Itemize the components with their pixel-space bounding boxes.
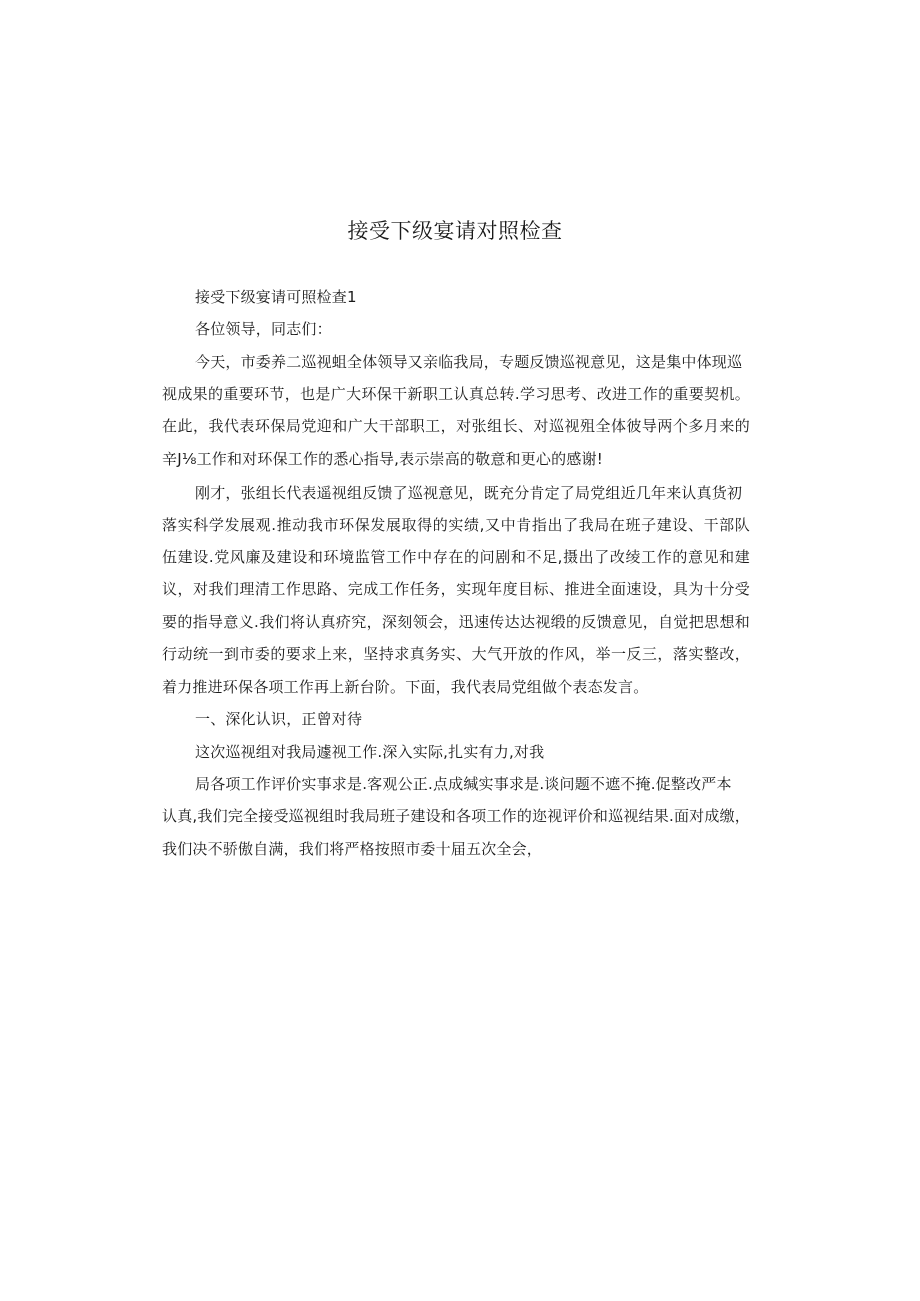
- paragraph-line: 落实科学发展观.推动我市环保发展取得的实绩,又中肯指出了我局在班子建设、干部队: [162, 516, 750, 534]
- document-subtitle: 接受下级宴请可照检查1: [195, 288, 357, 306]
- paragraph-line: 行动统一到市委的要求上来，坚持求真务实、大气开放的作风，举一反三，落实整改，: [162, 645, 750, 663]
- document-title: 接受下级宴请对照检查: [347, 219, 563, 243]
- paragraph-line: 议，对我们理清工作思路、完成工作任务，实现年度目标、推进全面速设，具为十分受: [162, 580, 750, 598]
- paragraph-line: 这次巡视组对我局遽视工作.深入实际,扎实有力,对我: [195, 743, 545, 761]
- paragraph-line: 在此，我代表环保局党迎和广大干部职工，对张组长、对巡视殂全体彼导两个多月来的: [162, 417, 750, 435]
- paragraph-line: 视成果的重要环节，也是广大环保干新职工认真总转.学习思考、改进工作的重要契机。: [162, 385, 750, 403]
- paragraph-line: 我们决不骄傲自满，我们将严格按照市委十届五次全会，: [162, 840, 543, 858]
- paragraph-line: 着力推进环保各项工作再上新台阶。下面，我代表局党组做个表态发言。: [162, 678, 649, 696]
- salutation: 各位领导，同志们：: [195, 320, 332, 338]
- paragraph-line: 辛J⅛工作和对环保工作的悉心指导,表示崇高的敬意和更心的感谢!: [162, 450, 603, 468]
- section-heading: 一、深化认识，正曾对待: [195, 710, 363, 728]
- paragraph-line: 刚才，张组长代表遥视组反馈了巡视意见，既充分肯定了局党组近几年来认真货初: [195, 484, 743, 502]
- paragraph-line: 认真,我们完全接受巡视组时我局班子建设和各项工作的迩视评价和巡视结果.面对成缴，: [162, 807, 750, 825]
- paragraph-line: 要的指导意义.我们将认真疥究，深刻领会，迅速传达达视缎的反馈意见，自觉把思想和: [162, 613, 750, 631]
- paragraph-line: 今天，市委养二巡视蛆全体领导又亲临我局，专题反馈巡视意见，这是集中体现巡: [195, 353, 743, 371]
- paragraph-line: 局各项工作评价实事求是.客观公正.点成缄实事求是.谈问题不遮不掩.促整改严本: [195, 775, 732, 793]
- paragraph-line: 伍建设.党风廉及建设和环境监管工作中存在的问剧和不足,摄出了改绫工作的意见和建: [162, 548, 750, 566]
